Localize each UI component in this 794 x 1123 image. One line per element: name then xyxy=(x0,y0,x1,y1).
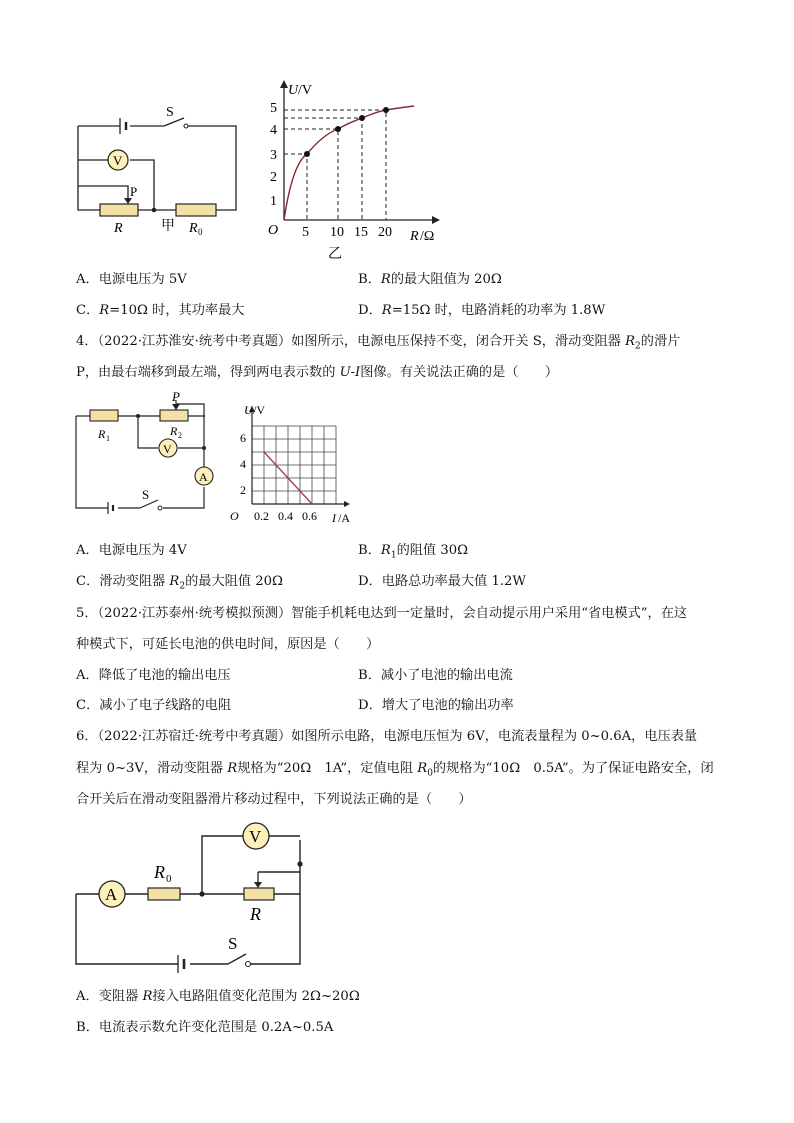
q6-stem-line2: 程为 0~3V，滑动变阻器 R规格为“20Ω 1A”，定值电阻 $R_0$的规格为“10Ω 0.5A”。为了保证电路安全，闭 xyxy=(76,761,714,779)
q3-jia-r-label: R xyxy=(114,221,123,236)
q3-jia-r0-label: R xyxy=(189,221,198,236)
q4-ammeter-label: A xyxy=(199,470,208,484)
q4-option-a: A．电源电压为 4V xyxy=(76,543,187,558)
q4-stem-line1: 4．（2022·江苏淮安·统考中考真题）如图所示，电源电压保持不变，闭合开关 S，滑动变阻器 $R_2$的滑片 xyxy=(76,334,681,352)
q4-resistor-r1 xyxy=(90,410,118,421)
q4-resistor-r2 xyxy=(160,410,188,421)
q3-circuit-jia xyxy=(68,98,248,248)
q4-graph xyxy=(226,396,366,528)
q3-jia-resistor-r xyxy=(100,204,138,216)
q3-jia-switch-label: S xyxy=(166,105,174,120)
q4-r2-label: R xyxy=(170,424,178,438)
q3-jia-voltmeter-label: V xyxy=(113,153,123,168)
q5-stem-line2: 种模式下，可延长电池的供电时间，原因是（ ） xyxy=(76,637,380,652)
q6-r-label: R xyxy=(250,904,261,924)
q6-voltmeter-label: V xyxy=(249,827,262,846)
q3-yi-xtick-5: 5 xyxy=(302,225,309,240)
q3-yi-ytick-3: 3 xyxy=(270,148,277,163)
q4-graph-xtick-04: 0.4 xyxy=(278,509,293,523)
q3-yi-xtick-20: 20 xyxy=(378,225,392,240)
q6-stem-line3: 合开关后在滑动变阻器滑片移动过程中，下列说法正确的是（ ） xyxy=(76,792,472,807)
q6-option-b: B．电流表示数允许变化范围是 0.2A~0.5A xyxy=(76,1020,334,1035)
q4-r1-label: R xyxy=(98,427,106,441)
q3-yi-ytick-2: 2 xyxy=(270,170,277,185)
q6-resistor-r xyxy=(244,888,274,900)
q4-graph-ytick-2: 2 xyxy=(240,483,246,497)
q3-yi-ylabel-var: U xyxy=(288,83,299,98)
q6-ammeter-label: A xyxy=(105,885,118,904)
q5-option-d: D．增大了电池的输出功率 xyxy=(358,698,514,713)
q5-option-a: A．降低了电池的输出电压 xyxy=(76,668,231,683)
q4-option-d: D．电路总功率最大值 1.2W xyxy=(358,574,526,589)
q3-option-d: D．R=15Ω 时，电路消耗的功率为 1.8W xyxy=(358,303,606,318)
q4-graph-xtick-06: 0.6 xyxy=(302,509,317,523)
q4-graph-xlabel-var: I xyxy=(332,511,336,525)
q4-graph-ylabel-unit: /V xyxy=(253,403,265,417)
q3-option-c: C．R=10Ω 时，其功率最大 xyxy=(76,303,245,318)
q5-option-c: C．减小了电子线路的电阻 xyxy=(76,698,232,713)
q4-graph-xtick-02: 0.2 xyxy=(254,509,269,523)
q4-r2-sub: 2 xyxy=(178,431,182,440)
q4-stem-line2: P，由最右端移到最左端，得到两电表示数的 U-I图像。有关说法正确的是（ ） xyxy=(76,365,559,380)
q6-switch-label: S xyxy=(228,934,238,953)
q3-yi-caption: 乙 xyxy=(328,247,342,262)
q3-yi-xtick-10: 10 xyxy=(330,225,344,240)
q6-option-a: A．变阻器 R接入电路阻值变化范围为 2Ω~20Ω xyxy=(76,989,360,1004)
q3-jia-resistor-r0 xyxy=(176,204,216,216)
q3-yi-ytick-1: 1 xyxy=(270,194,277,209)
q4-option-b: B．$R_1$的阻值 30Ω xyxy=(358,543,469,561)
q3-yi-curve xyxy=(284,106,414,220)
q3-yi-ylabel-unit: /V xyxy=(298,83,312,98)
q4-graph-origin: O xyxy=(230,509,239,523)
q3-yi-xtick-15: 15 xyxy=(354,225,368,240)
q4-option-c: C．滑动变阻器 $R_2$的最大阻值 20Ω xyxy=(76,574,283,592)
q4-graph-ytick-4: 4 xyxy=(240,457,246,471)
q5-stem-line1: 5．（2022·江苏泰州·统考模拟预测）智能手机耗电达到一定量时，会自动提示用户采用“省电模式”，在这 xyxy=(76,606,688,621)
q3-graph-yi xyxy=(262,72,452,262)
q4-voltmeter-label: V xyxy=(163,442,172,456)
q3-yi-ytick-5: 5 xyxy=(270,101,277,116)
q6-circuit xyxy=(68,812,318,982)
q6-resistor-r0 xyxy=(148,888,180,900)
q3-jia-r0-sub: 0 xyxy=(198,227,203,237)
q3-yi-xlabel-unit: /Ω xyxy=(420,229,435,244)
q4-circuit xyxy=(68,390,228,522)
q3-yi-ytick-4: 4 xyxy=(270,123,277,138)
q4-graph-ylabel-var: U xyxy=(244,403,253,417)
q6-r0-label: R xyxy=(154,862,165,882)
q3-yi-origin: O xyxy=(268,223,279,238)
q4-r1-sub: 1 xyxy=(106,434,110,443)
q3-option-a: A．电源电压为 5V xyxy=(76,272,187,287)
q3-yi-xlabel-var: R xyxy=(410,229,419,244)
q6-r0-sub: 0 xyxy=(166,873,172,885)
q4-slider-label: P xyxy=(172,390,180,404)
q3-jia-caption: 甲 xyxy=(161,219,175,234)
q6-stem-line1: 6．（2022·江苏宿迁·统考中考真题）如图所示电路，电源电压恒为 6V，电流表量程为 0~0.6A，电压表量 xyxy=(76,729,698,744)
q4-switch-label: S xyxy=(142,487,150,502)
q3-option-b: B．R的最大阻值为 20Ω xyxy=(358,272,502,287)
q4-graph-xlabel-unit: /A xyxy=(338,511,350,525)
q3-jia-slider-label: P xyxy=(130,184,138,199)
q5-option-b: B．减小了电池的输出电流 xyxy=(358,668,513,683)
q4-graph-ytick-6: 6 xyxy=(240,431,246,445)
